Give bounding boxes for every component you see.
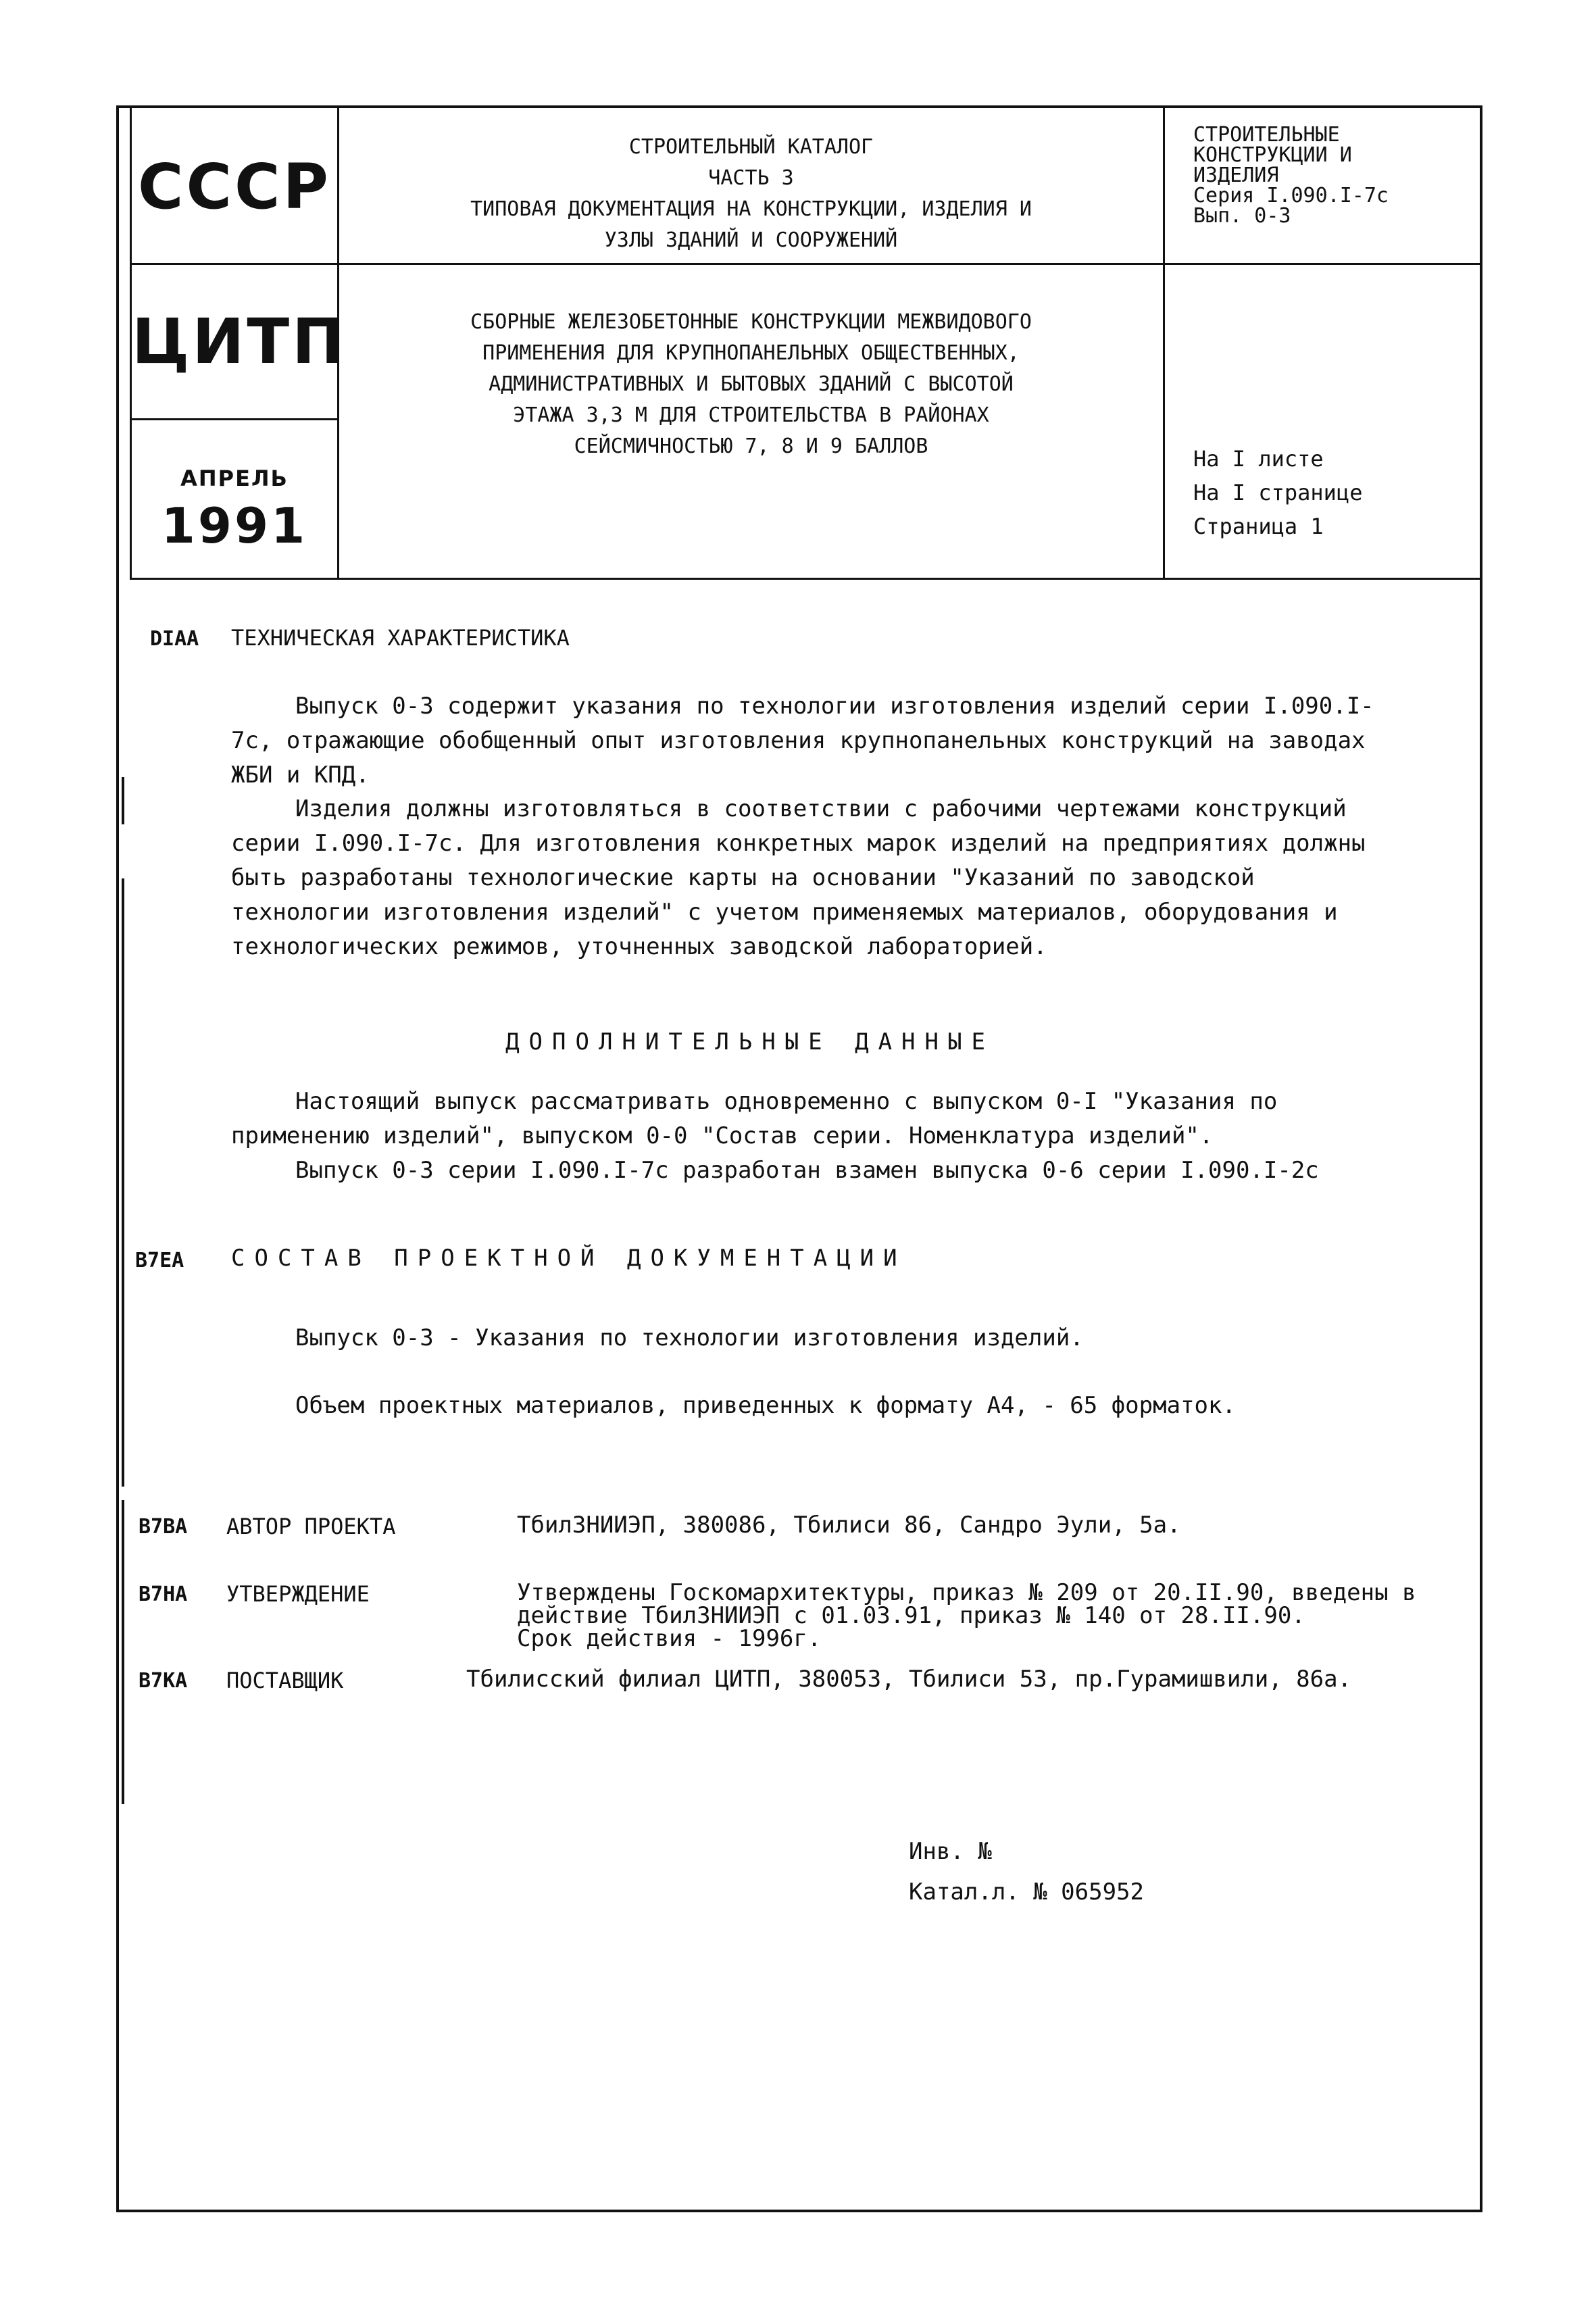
tech-code: DIAA bbox=[150, 627, 199, 651]
approval-code: B7HA bbox=[139, 1583, 188, 1606]
catalog-line-4: УЗЛЫ ЗДАНИЙ И СООРУЖЕНИЙ bbox=[604, 228, 898, 252]
supplier-value: Тбилисский филиал ЦИТП, 380053, Тбилиси 53, пр.Гурамишвили, 86а. bbox=[466, 1666, 1352, 1693]
tech-paragraph-1: Выпуск 0-3 содержит указания по технологии изготовления изделий серии I.090.I-7с, отражающие обобщенный опыт изготовления крупнопанельных конструкций на заводах ЖБИ и КПД. bbox=[231, 693, 1374, 789]
title-cell bbox=[337, 263, 1165, 580]
margin-mark bbox=[122, 878, 124, 1487]
tech-heading: ТЕХНИЧЕСКАЯ ХАРАКТЕРИСТИКА bbox=[231, 625, 570, 651]
approval-line-3: Срок действия - 1996г. bbox=[517, 1625, 822, 1652]
series-cell bbox=[1163, 105, 1482, 265]
author-label: АВТОР ПРОЕКТА bbox=[226, 1514, 396, 1539]
title-line-2: ПРИМЕНЕНИЯ ДЛЯ КРУПНОПАНЕЛЬНЫХ ОБЩЕСТВЕННЫХ, bbox=[482, 341, 1020, 365]
catalog-line-3: ТИПОВАЯ ДОКУМЕНТАЦИЯ НА КОНСТРУКЦИИ, ИЗДЕЛИЯ И bbox=[470, 197, 1032, 221]
author-value: ТбилЗНИИЭП, 380086, Тбилиси 86, Сандро Эули, 5а. bbox=[517, 1512, 1181, 1539]
series-line-1: СТРОИТЕЛЬНЫЕ bbox=[1193, 123, 1340, 147]
margin-mark bbox=[122, 1500, 124, 1804]
title-line-3: АДМИНИСТРАТИВНЫХ И БЫТОВЫХ ЗДАНИЙ С ВЫСОТОЙ bbox=[489, 372, 1014, 396]
citp-cell bbox=[130, 263, 347, 420]
sheet-line-2: На I странице bbox=[1193, 480, 1363, 505]
issue-number: Вып. 0-3 bbox=[1193, 204, 1291, 228]
supplier-code: B7KA bbox=[139, 1669, 188, 1693]
supplier-label: ПОСТАВЩИК bbox=[226, 1668, 344, 1693]
year-label: 1991 bbox=[161, 497, 308, 554]
title-line-1: СБОРНЫЕ ЖЕЛЕЗОБЕТОННЫЕ КОНСТРУКЦИИ МЕЖВИДОВОГО bbox=[470, 310, 1032, 334]
inventory-number: Инв. № bbox=[909, 1838, 992, 1865]
sheet-cell bbox=[1163, 263, 1482, 580]
sheet-line-3: Страница 1 bbox=[1193, 514, 1324, 539]
extra-paragraph-1: Настоящий выпуск рассматривать одновременно с выпуском 0-I "Указания по применению изделий", выпуском 0-0 "Состав серии. Номенклатура изделий". bbox=[231, 1088, 1278, 1149]
author-code: B7BA bbox=[139, 1515, 188, 1539]
citp-label: ЦИТП bbox=[132, 305, 347, 378]
docs-heading: СОСТАВ ПРОЕКТНОЙ ДОКУМЕНТАЦИИ bbox=[231, 1245, 907, 1272]
approval-label: УТВЕРЖДЕНИЕ bbox=[226, 1581, 370, 1607]
docs-line-1: Выпуск 0-3 - Указания по технологии изготовления изделий. bbox=[295, 1324, 1084, 1351]
catalog-sheet-number: Катал.л. № 065952 bbox=[909, 1878, 1144, 1906]
series-number: Серия I.090.I-7с bbox=[1193, 184, 1389, 207]
approval-line-2: действие ТбилЗНИИЭП с 01.03.91, приказ № 140 от 28.II.90. bbox=[517, 1602, 1305, 1629]
extra-paragraph-2: Выпуск 0-3 серии I.090.I-7с разработан взамен выпуска 0-6 серии I.090.I-2с bbox=[295, 1157, 1319, 1184]
title-line-4: ЭТАЖА 3,3 М ДЛЯ СТРОИТЕЛЬСТВА В РАЙОНАХ bbox=[513, 403, 989, 427]
docs-code: B7EA bbox=[135, 1249, 184, 1272]
series-line-3: ИЗДЕЛИЯ bbox=[1193, 164, 1279, 187]
month-label: АПРЕЛЬ bbox=[180, 466, 289, 491]
ussr-cell bbox=[130, 105, 339, 265]
tech-paragraph-2: Изделия должны изготовляться в соответствии с рабочими чертежами конструкций серии I.090.I-7с. Для изготовления конкретных марок изделий на предприятиях должны быть разработаны технологические карты на основании "Указаний по заводской технологии изготовления изделий" с учетом применяемых материалов, оборудования и технологических режимов, уточненных заводской лабораторией. bbox=[231, 795, 1366, 960]
date-cell bbox=[130, 418, 339, 580]
ussr-label: СССР bbox=[138, 151, 331, 223]
catalog-line-2: ЧАСТЬ 3 bbox=[708, 166, 794, 190]
sheet-line-1: На I листе bbox=[1193, 446, 1324, 472]
approval-line-1: Утверждены Госкомархитектуры, приказ № 209 от 20.II.90, введены в bbox=[517, 1579, 1416, 1606]
catalog-cell bbox=[337, 105, 1165, 265]
docs-line-2: Объем проектных материалов, приведенных к формату А4, - 65 форматок. bbox=[295, 1392, 1236, 1419]
title-line-5: СЕЙСМИЧНОСТЬЮ 7, 8 И 9 БАЛЛОВ bbox=[574, 434, 928, 458]
extra-heading: ДОПОЛНИТЕЛЬНЫЕ ДАННЫЕ bbox=[505, 1028, 995, 1055]
margin-mark bbox=[122, 777, 124, 824]
catalog-line-1: СТРОИТЕЛЬНЫЙ КАТАЛОГ bbox=[628, 135, 874, 159]
series-line-2: КОНСТРУКЦИИ И bbox=[1193, 143, 1352, 167]
